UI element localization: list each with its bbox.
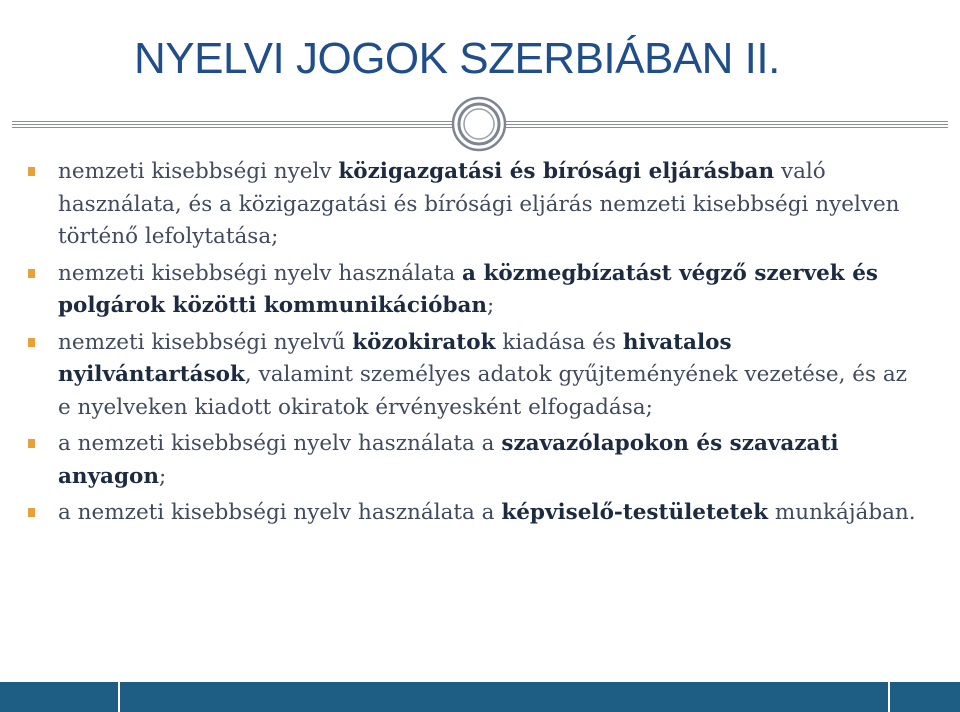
bullet-run: a nemzeti kisebbségi nyelv használata a xyxy=(58,500,502,525)
bullet-text xyxy=(58,261,878,319)
bullet-list xyxy=(22,156,922,534)
bullet-run: kiadása és xyxy=(495,329,623,355)
footer-divider xyxy=(888,682,890,712)
list-item xyxy=(22,156,922,254)
bullet-run: való használata, és a közigazgatási és bírósági eljárás nemzeti kisebbségi nyelven történő lefolytatása; xyxy=(58,159,900,249)
footer-divider xyxy=(118,682,120,712)
bullet-run: nemzeti kisebbségi nyelv xyxy=(58,159,339,184)
bullet-bold-run: szavazólapokon és szavazati anyagon xyxy=(58,431,839,489)
title-area xyxy=(0,0,960,110)
bullet-run: ; xyxy=(159,463,167,489)
bullet-square-icon xyxy=(28,508,35,517)
bullet-run: a nemzeti kisebbségi nyelv használata a xyxy=(58,431,502,456)
bullet-square-icon xyxy=(28,269,35,278)
bullet-text xyxy=(58,431,839,489)
list-item xyxy=(22,258,922,323)
bullet-run: nemzeti kisebbségi nyelvű xyxy=(58,329,353,355)
bullet-run: munkájában. xyxy=(768,500,916,525)
bullet-run: , valamint személyes adatok gyűjteményének vezetése, és az e nyelveken kiadott okiratok érvényesként elfogadása; xyxy=(58,362,907,420)
list-item xyxy=(22,497,922,530)
bullet-run: ; xyxy=(487,293,495,318)
slide-title: NYELVI JOGOK SZERBIÁBAN II. xyxy=(134,34,780,83)
bullet-text xyxy=(58,159,900,249)
list-item xyxy=(22,428,922,493)
bullet-bold-run: képviselő-testületetek xyxy=(501,500,769,525)
bullet-bold-run: hivatalos nyilvántartások xyxy=(58,329,732,387)
circle-ornament-icon xyxy=(450,95,508,153)
list-item xyxy=(22,327,922,425)
bullet-text xyxy=(58,500,916,525)
bullet-bold-run: közokiratok xyxy=(352,329,496,355)
bullet-bold-run: a közmegbízatást végző szervek és polgárok közötti kommunikációban xyxy=(58,260,878,318)
bullet-square-icon xyxy=(28,439,35,448)
bullet-square-icon xyxy=(28,167,35,176)
bullet-square-icon xyxy=(28,338,35,347)
bullet-run: nemzeti kisebbségi nyelv használata xyxy=(58,260,463,286)
bullet-text xyxy=(58,330,907,420)
bullet-bold-run: közigazgatási és bírósági eljárásban xyxy=(338,159,775,184)
footer-bar xyxy=(0,682,960,712)
